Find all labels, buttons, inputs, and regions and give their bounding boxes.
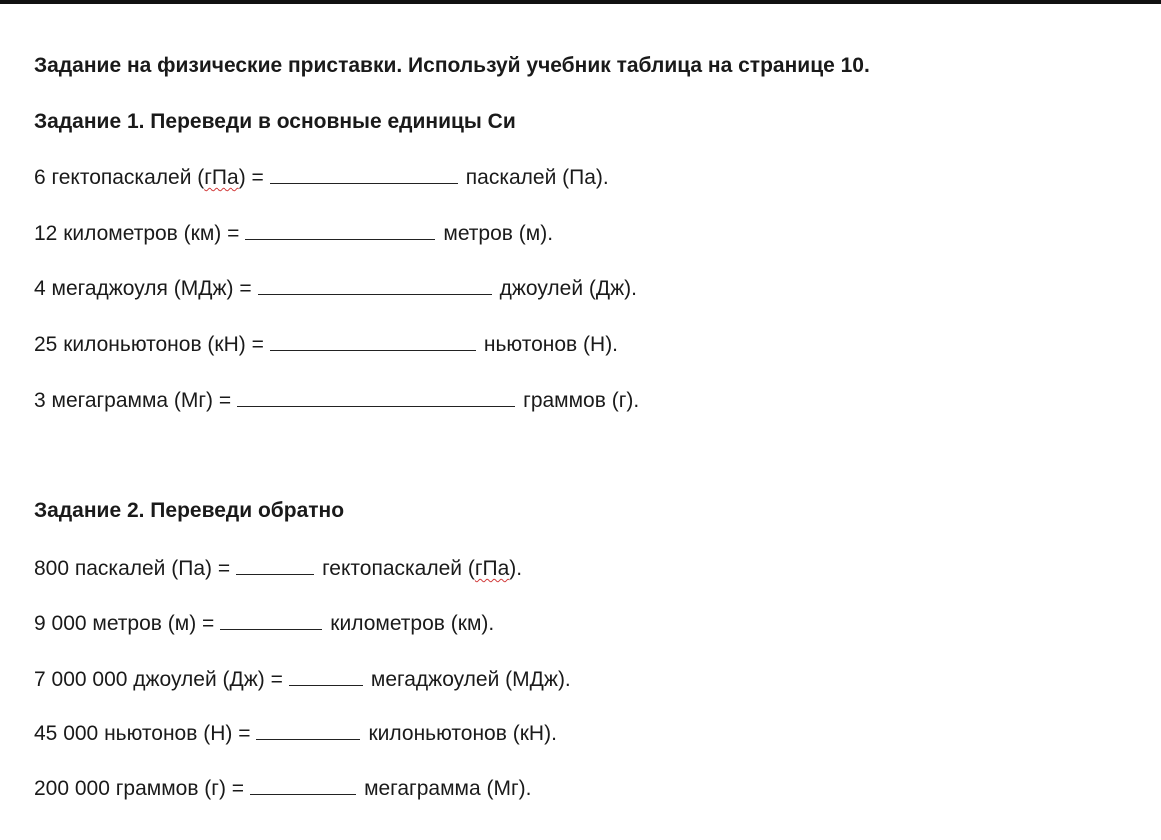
spelling-marked-unit: гПа (204, 166, 239, 189)
task1-heading: Задание 1. Переведи в основные единицы Си (34, 110, 516, 133)
top-border (0, 0, 1161, 4)
answer-blank[interactable] (289, 667, 363, 686)
task2-row-left: 7 000 000 джоулей (Дж) = (34, 668, 283, 691)
task2-row-right-end: ). (509, 557, 523, 580)
task2-row-left: 800 паскалей (Па) = (34, 557, 231, 580)
task2-row (34, 720, 557, 748)
task1-row-left-end: ) = (238, 166, 264, 189)
task2-row-right: километров (км). (330, 612, 495, 635)
task2-row-left: 200 000 граммов (г) = (34, 777, 245, 800)
task2-heading: Задание 2. Переведи обратно (34, 499, 345, 522)
answer-blank[interactable] (236, 556, 314, 575)
task1-row-right: джоулей (Дж). (499, 277, 637, 300)
task2-row (34, 610, 494, 638)
task2-row (34, 555, 522, 583)
task1-row-left: 4 мегаджоуля (МДж) = (34, 277, 252, 300)
task1-row (34, 220, 553, 248)
task2-row-right: гектопаскалей ( (322, 557, 475, 580)
task1-row-right: ньютонов (Н). (483, 333, 619, 356)
task1-row (34, 164, 609, 192)
task1-row-left: 6 гектопаскалей ( (34, 166, 205, 189)
task2-row-left: 45 000 ньютонов (Н) = (34, 722, 251, 745)
answer-blank[interactable] (220, 611, 322, 630)
answer-blank[interactable] (250, 776, 356, 795)
task2-row-right: мегаджоулей (МДж). (370, 668, 571, 691)
spelling-marked-unit: гПа (474, 557, 510, 580)
task1-row (34, 275, 637, 303)
task2-row-right: килоньютонов (кН). (368, 722, 557, 745)
task2-row (34, 775, 531, 803)
task1-row-left: 25 килоньютонов (кН) = (34, 333, 264, 356)
task1-row-right: паскалей (Па). (465, 166, 609, 189)
answer-blank[interactable] (237, 388, 515, 407)
document-title: Задание на физические приставки. Используй учебник таблица на странице 10. (34, 54, 870, 77)
answer-blank[interactable] (270, 332, 476, 351)
answer-blank[interactable] (256, 721, 360, 740)
answer-blank[interactable] (270, 165, 458, 184)
answer-blank[interactable] (245, 221, 435, 240)
answer-blank[interactable] (258, 276, 492, 295)
task2-row (34, 666, 571, 694)
task1-row (34, 331, 618, 359)
task2-row-left: 9 000 метров (м) = (34, 612, 215, 635)
task1-row-right: граммов (г). (523, 389, 640, 412)
task1-row (34, 387, 639, 415)
task1-row-left: 12 километров (км) = (34, 222, 240, 245)
task1-row-left: 3 мегаграмма (Мг) = (34, 389, 232, 412)
task1-row-right: метров (м). (443, 222, 554, 245)
task2-row-right: мегаграмма (Мг). (364, 777, 532, 800)
